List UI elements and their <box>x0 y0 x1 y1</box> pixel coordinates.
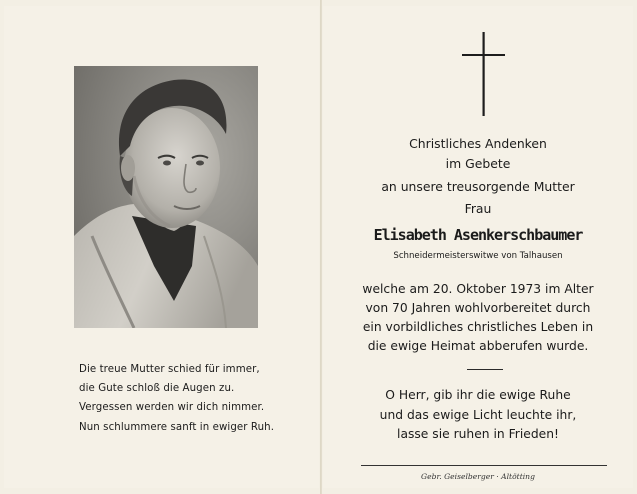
prayer-line: lasse sie ruhen in Frieden! <box>397 427 559 441</box>
notice-text <box>323 280 633 356</box>
deceased-name: Elisabeth Asenkerschbaumer <box>373 226 583 244</box>
latin-cross-icon <box>458 30 510 118</box>
header-line-1: Christliches Andenken <box>409 136 547 151</box>
poem-line: Vergessen werden wir dich nimmer. <box>79 402 265 414</box>
notice-line: ein vorbildliches christliches Leben in <box>362 320 594 334</box>
printer-credit: Gebr. Geiselberger · Altötting <box>421 472 535 481</box>
header-line-3: an unsere treusorgende Mutter <box>381 179 575 194</box>
notice-line: die ewige Heimat abberufen wurde. <box>367 339 589 353</box>
footer-divider <box>361 465 607 466</box>
deceased-title: Schneidermeisterswitwe von Talhausen <box>393 251 563 261</box>
prayer-line: und das ewige Licht leuchte ihr, <box>379 407 577 422</box>
poem <box>79 360 315 437</box>
fold-line <box>320 0 322 494</box>
notice-line: welche am 20. Oktober 1973 im Alter <box>362 282 594 296</box>
portrait-image <box>74 66 258 328</box>
poem-line: die Gute schloß die Augen zu. <box>79 383 235 395</box>
prayer-text <box>323 386 633 445</box>
notice-line: von 70 Jahren wohlvorbereitet durch <box>365 301 591 315</box>
poem-line: Die treue Mutter schied für immer, <box>79 364 260 375</box>
header-line-2: im Gebete <box>445 156 511 171</box>
poem-line: Nun schlummere sanft in ewiger Ruh. <box>79 421 275 433</box>
short-divider <box>467 369 503 370</box>
prayer-line: O Herr, gib ihr die ewige Ruhe <box>385 388 571 402</box>
header-line-4: Frau <box>464 201 492 216</box>
portrait-photo <box>74 66 258 328</box>
